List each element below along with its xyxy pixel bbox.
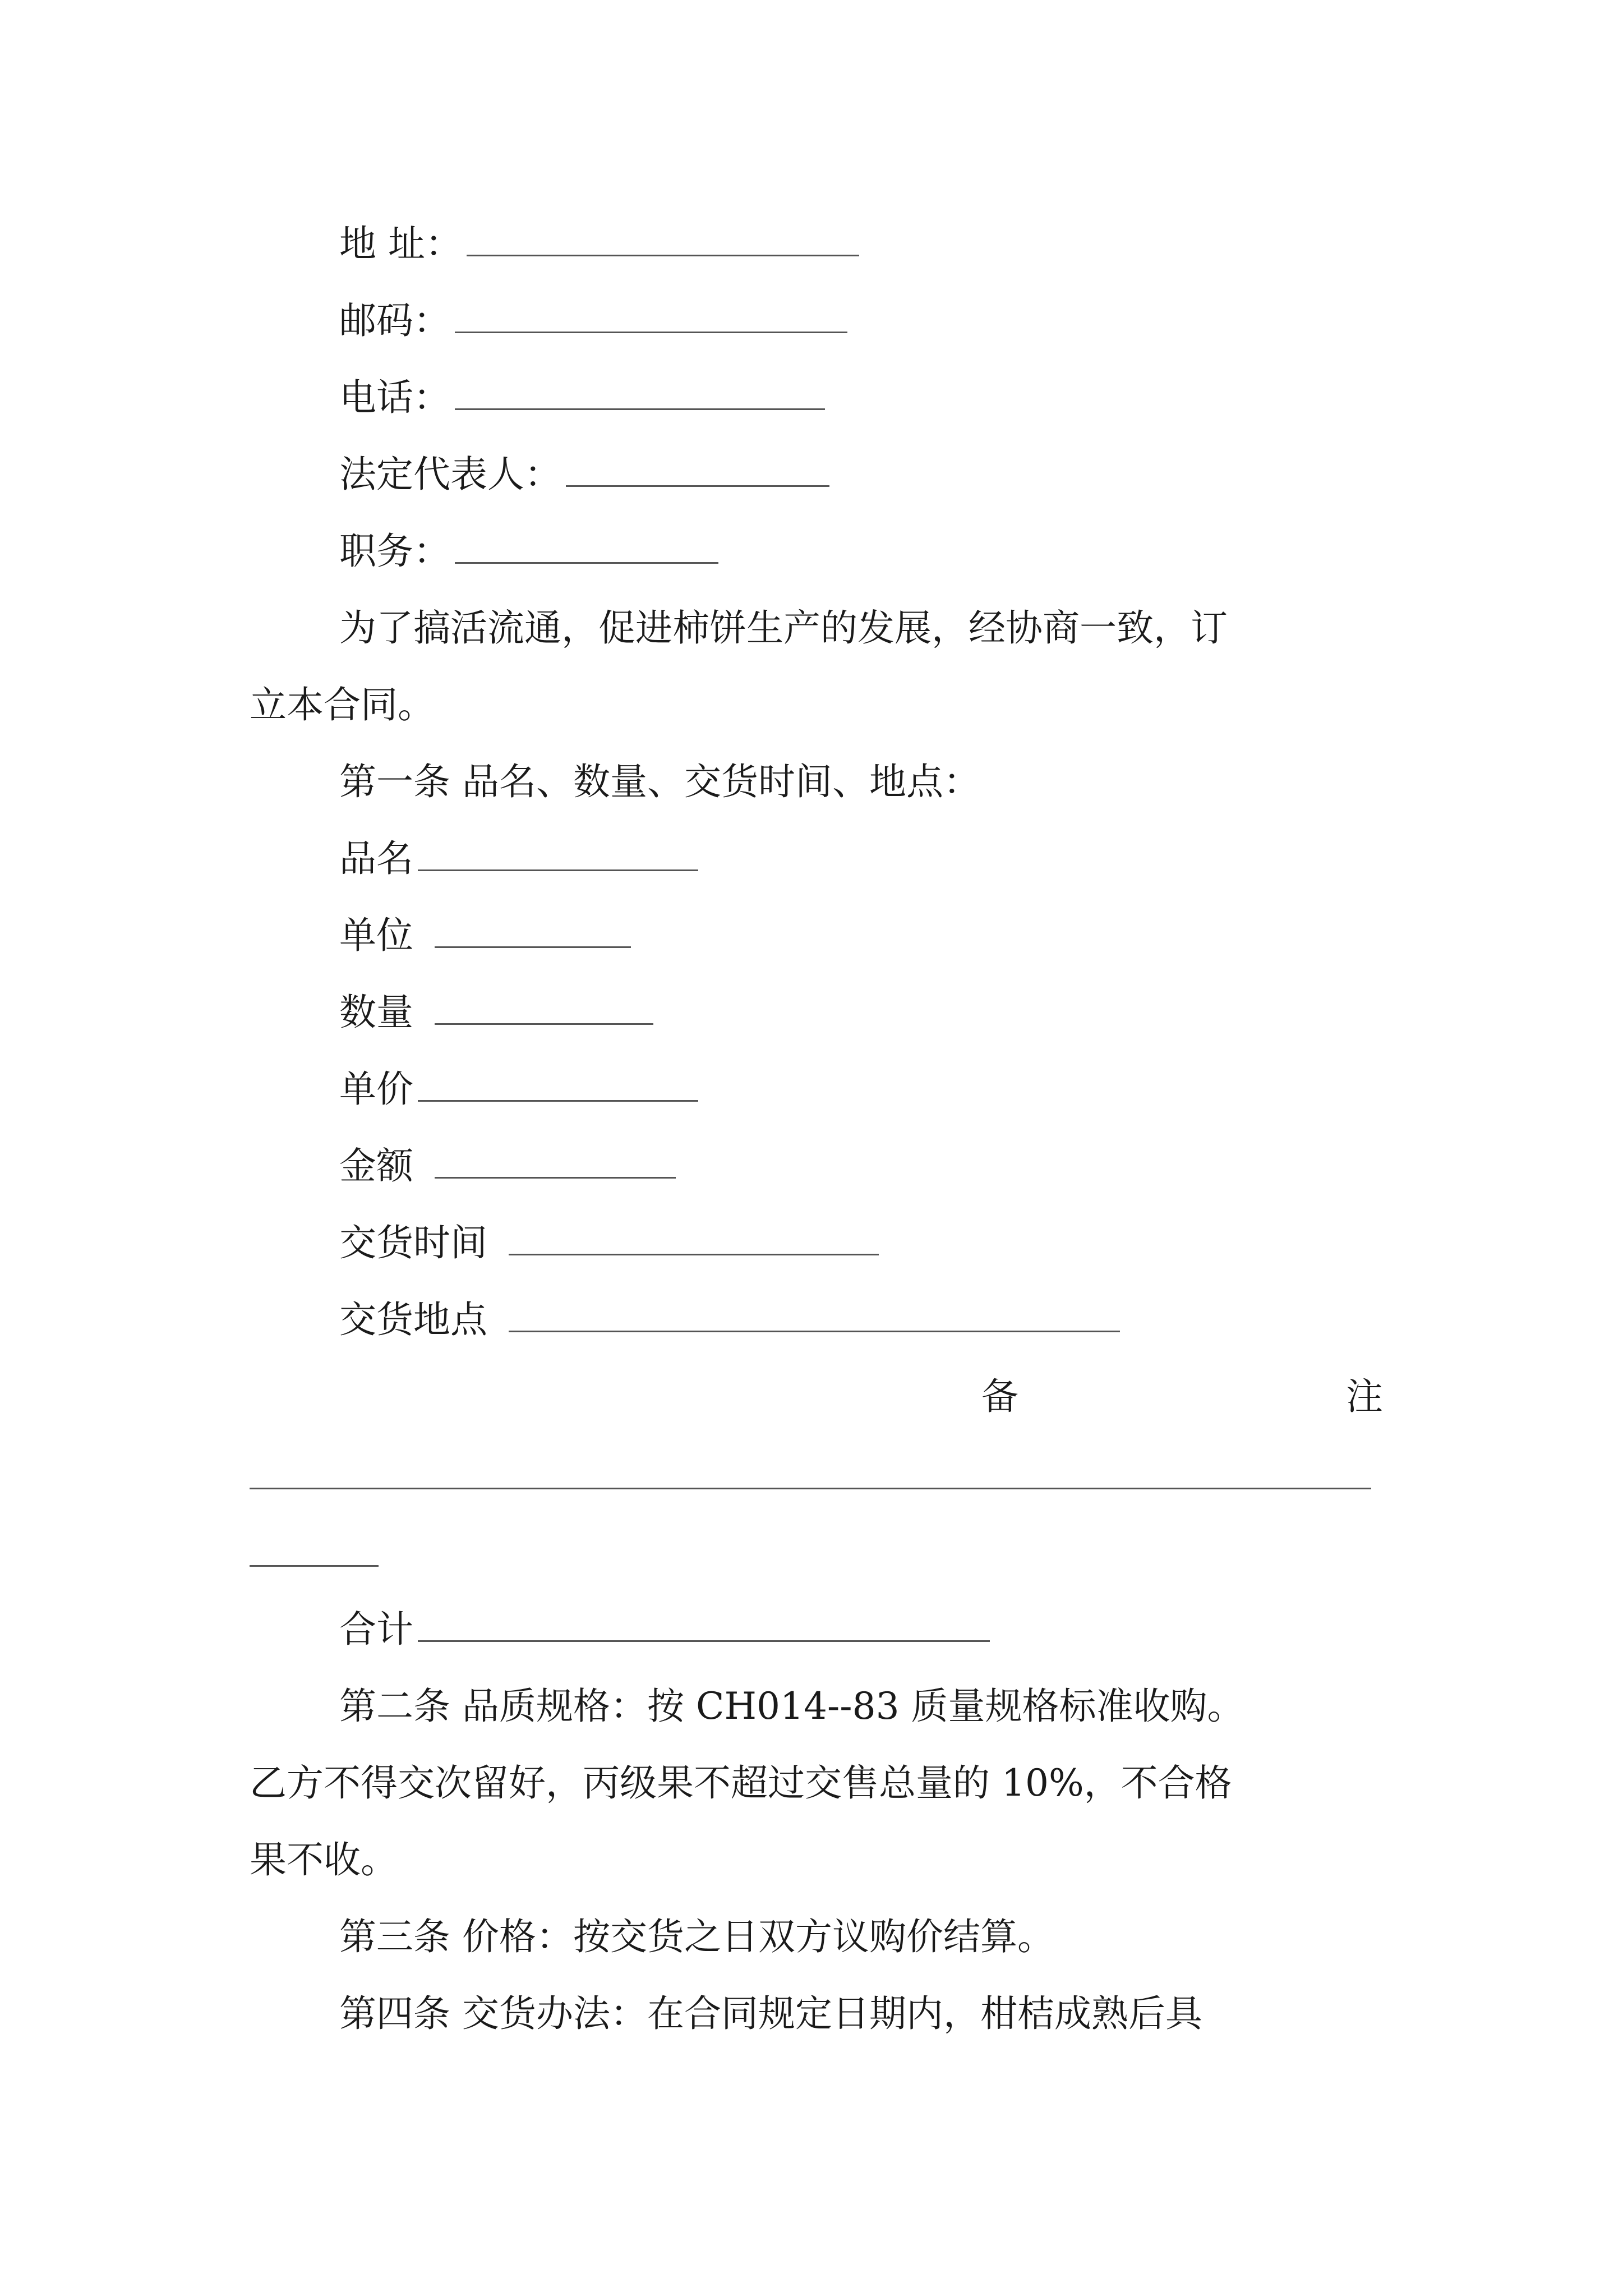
article2-line-2: 乙方不得交次留好，丙级果不超过交售总量的 10%，不合格: [250, 1761, 1232, 1805]
delivery-time-field: [339, 1215, 879, 1271]
total-label: 合计: [339, 1608, 413, 1651]
delivery-place-blank: [509, 1297, 1120, 1332]
delivery-place-label: 交货地点: [339, 1298, 487, 1341]
unit-blank: [435, 913, 631, 948]
address-blank: [467, 221, 859, 256]
article2-line-3: 果不收。: [250, 1838, 398, 1881]
postcode-label: 邮码：: [339, 299, 450, 342]
legal-rep-blank: [566, 452, 829, 487]
quantity-field: [339, 984, 653, 1041]
article2-line-1: 第二条 品质规格：按 CH014--83 质量规格标准收购。: [339, 1685, 1244, 1728]
amount-blank: [435, 1143, 676, 1179]
total-blank: [418, 1607, 990, 1642]
delivery-time-blank: [509, 1220, 879, 1255]
position-field: [339, 523, 718, 579]
unit-price-field: [339, 1061, 698, 1117]
remark-label-right: 注: [1346, 1375, 1383, 1418]
delivery-place-field: [339, 1292, 1120, 1348]
product-name-label: 品名: [339, 837, 413, 880]
unit-price-blank: [418, 1066, 698, 1102]
article4-line-1: 第四条 交货办法：在合同规定日期内，柑桔成熟后具: [339, 1992, 1202, 2035]
position-blank: [455, 528, 718, 564]
quantity-blank: [435, 990, 653, 1025]
position-label: 职务：: [339, 530, 450, 573]
article1-heading: 第一条 品名、数量、交货时间、地点：: [339, 760, 980, 803]
phone-field: [339, 370, 825, 426]
unit-label: 单位: [339, 914, 413, 957]
amount-field: [339, 1138, 676, 1194]
remark-label-left: 备: [981, 1375, 1018, 1418]
unit-price-label: 单价: [339, 1068, 413, 1111]
phone-blank: [455, 375, 825, 410]
postcode-field: [339, 293, 847, 349]
product-name-blank: [418, 836, 698, 871]
intro-line-2: 立本合同。: [250, 683, 435, 726]
article3-line-1: 第三条 价格：按交货之日双方议购价结算。: [339, 1915, 1054, 1958]
remark-blank-line-1: [250, 1488, 1371, 1489]
amount-label: 金额: [339, 1144, 413, 1188]
legal-rep-field: [339, 447, 829, 503]
quantity-label: 数量: [339, 991, 413, 1034]
address-field: [339, 216, 859, 272]
unit-field: [339, 908, 631, 964]
phone-label: 电话：: [339, 376, 450, 419]
total-field: [339, 1602, 990, 1658]
delivery-time-label: 交货时间: [339, 1221, 487, 1264]
legal-rep-label: 法定代表人：: [339, 453, 561, 496]
address-label: 地 址：: [339, 222, 462, 265]
product-name-field: [339, 831, 698, 887]
intro-line-1: 为了搞活流通，促进柿饼生产的发展，经协商一致，订: [339, 606, 1228, 650]
remark-blank-line-2: [250, 1565, 379, 1567]
postcode-blank: [455, 298, 847, 333]
